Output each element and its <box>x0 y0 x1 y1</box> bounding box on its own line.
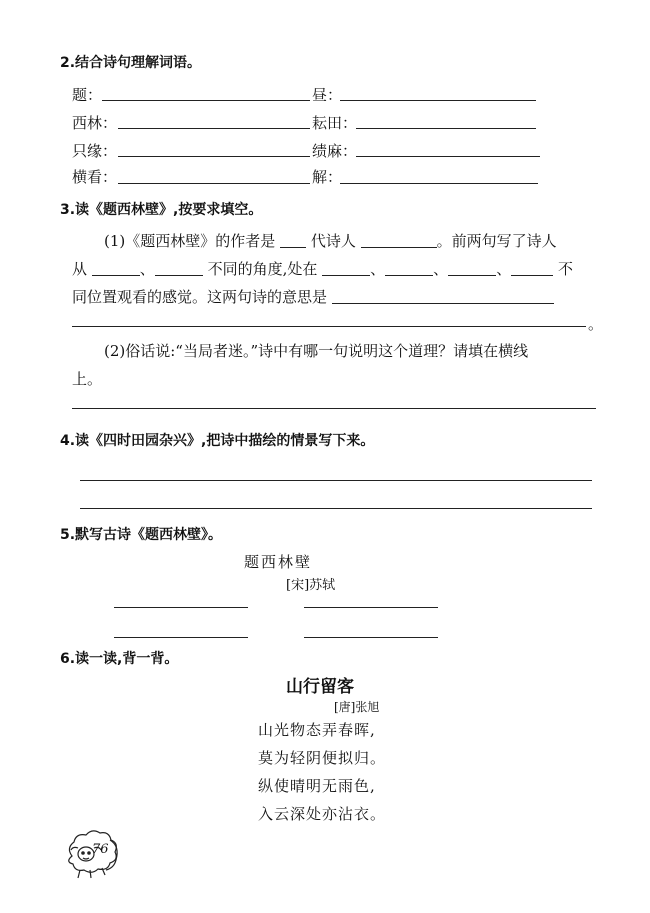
q2-term-label: 耘田： <box>312 114 358 132</box>
answer-line[interactable] <box>304 607 438 608</box>
separator: 、 <box>433 260 449 278</box>
q3-p1-text: (1)《题西林壁》的作者是 <box>104 232 276 250</box>
fill-blank[interactable] <box>385 261 433 276</box>
fill-blank[interactable] <box>361 233 437 248</box>
answer-line[interactable] <box>340 100 536 101</box>
poem-author: [唐]张旭 <box>334 700 380 714</box>
q3-heading: 3.读《题西林壁》,按要求填空。 <box>60 202 263 218</box>
poem-line: 莫为轻阴便拟归。 <box>258 749 387 767</box>
answer-line[interactable] <box>102 100 310 101</box>
separator: 、 <box>370 260 386 278</box>
q3-p2-line2: 上。 <box>72 370 103 388</box>
q2-term-label: 解： <box>312 168 343 186</box>
q3-p1-text: 从 <box>72 260 88 278</box>
answer-line[interactable] <box>72 408 596 409</box>
separator: 、 <box>496 260 512 278</box>
q2-term-label: 昼： <box>312 86 343 104</box>
answer-line[interactable] <box>114 607 248 608</box>
poem-line: 纵使晴明无雨色, <box>258 777 376 795</box>
answer-line[interactable] <box>72 326 586 327</box>
answer-line[interactable] <box>304 637 438 638</box>
q3-p1-text: 。前两句写了诗人 <box>436 232 557 250</box>
answer-line[interactable] <box>118 183 310 184</box>
page-number: 76 <box>92 842 109 857</box>
answer-line[interactable] <box>114 637 248 638</box>
fill-blank[interactable] <box>448 261 496 276</box>
q2-term-label: 西林： <box>72 114 118 132</box>
q4-heading: 4.读《四时田园杂兴》,把诗中描绘的情景写下来。 <box>60 433 375 449</box>
answer-line[interactable] <box>118 156 310 157</box>
answer-line[interactable] <box>118 128 310 129</box>
poem-line: 山光物态弄春晖, <box>258 721 376 739</box>
q3-p1-text: 同位置观看的感觉。这两句诗的意思是 <box>72 288 328 306</box>
q3-p1-line1 <box>104 230 557 251</box>
q6-heading: 6.读一读,背一背。 <box>60 651 179 667</box>
answer-line[interactable] <box>80 508 592 509</box>
answer-line[interactable] <box>356 156 540 157</box>
poem-author: [宋]苏轼 <box>286 578 336 593</box>
separator: 、 <box>139 260 155 278</box>
answer-line[interactable] <box>80 480 592 481</box>
fill-blank[interactable] <box>155 261 203 276</box>
q3-p1-text: 代诗人 <box>310 232 356 250</box>
q3-p2-line1: (2)俗话说:“当局者迷。”诗中有哪一句说明这个道理？请填在横线 <box>104 342 529 360</box>
q3-p1-line3 <box>72 286 554 307</box>
fill-blank[interactable] <box>280 233 306 248</box>
fill-blank[interactable] <box>332 289 554 304</box>
answer-line[interactable] <box>340 183 538 184</box>
q3-p1-text: 不 <box>557 260 573 278</box>
q2-term-label: 只缘： <box>72 142 118 160</box>
period-mark: 。 <box>588 315 604 333</box>
q3-p1-text: 不同的角度,处在 <box>207 260 318 278</box>
poem-title: 题西林壁 <box>244 553 313 571</box>
q5-heading: 5.默写古诗《题西林壁》。 <box>60 527 223 543</box>
fill-blank[interactable] <box>511 261 553 276</box>
q2-term-label: 题： <box>72 86 103 104</box>
fill-blank[interactable] <box>92 261 140 276</box>
poem-title: 山行留客 <box>286 677 354 697</box>
fill-blank[interactable] <box>322 261 370 276</box>
q2-term-label: 绩麻： <box>312 142 358 160</box>
q2-term-label: 横看： <box>72 168 118 186</box>
q2-heading: 2.结合诗句理解词语。 <box>60 55 202 71</box>
q3-p1-line2 <box>72 258 573 279</box>
answer-line[interactable] <box>356 128 536 129</box>
poem-line: 入云深处亦沾衣。 <box>258 805 387 823</box>
